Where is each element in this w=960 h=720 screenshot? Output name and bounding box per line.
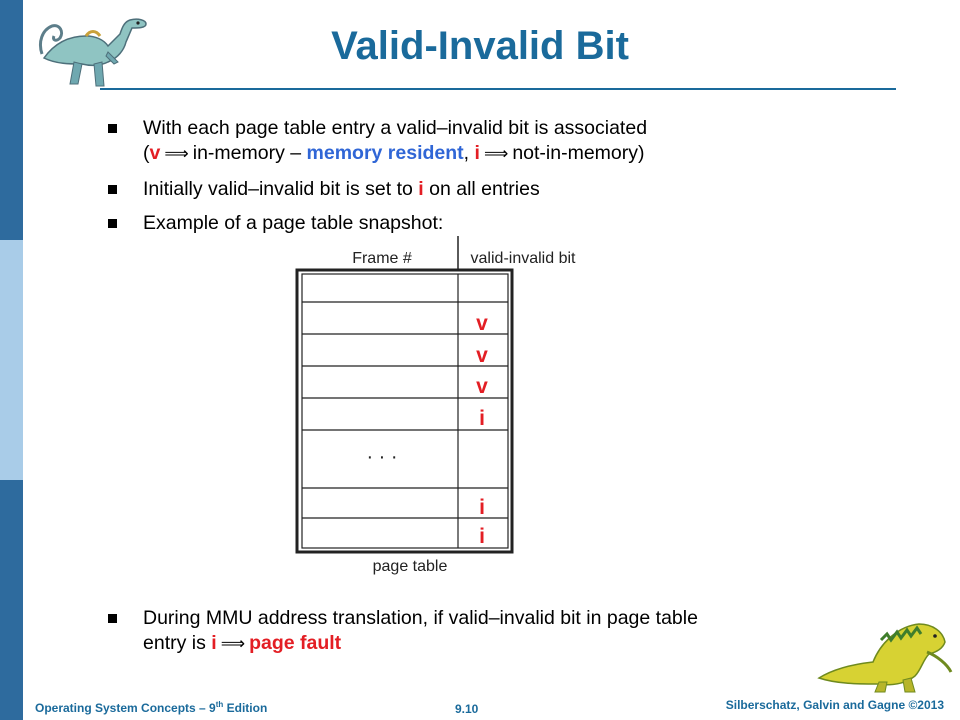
ellipsis: · · · [366, 446, 398, 468]
invalid-letter: i [474, 142, 480, 164]
bullet-4 [108, 606, 698, 657]
bullet-square [108, 219, 117, 228]
footer-authors: Silberschatz, Galvin and Gagne ©2013 [725, 698, 944, 712]
memory-resident-text: memory resident [306, 142, 464, 164]
implies-arrow: ⟹ [220, 634, 246, 654]
bullet-2-text: Initially valid–invalid bit is set to i on all entries [143, 178, 540, 200]
valid-invalid-header: valid-invalid bit [470, 250, 576, 267]
page-table-diagram [290, 236, 590, 578]
valid-bit-row-3: v [476, 375, 488, 398]
bullet-1-line-2: (v ⟹ in-memory – memory resident, i ⟹ not-in-memory) [143, 142, 645, 164]
page-fault-text: page fault [249, 632, 342, 654]
bullet-1 [108, 116, 647, 167]
valid-bit-row-6: i [479, 496, 485, 519]
implies-arrow: ⟹ [483, 144, 509, 164]
bullet-square [108, 614, 117, 623]
invalid-letter: i [211, 632, 217, 654]
footer-page-number: 9.10 [455, 702, 479, 716]
bullet-square [108, 185, 117, 194]
page-table-caption: page table [372, 558, 448, 575]
invalid-letter: i [418, 178, 424, 200]
frame-number-header: Frame # [352, 250, 412, 267]
bullet-4-line-2: entry is i ⟹ page fault [143, 632, 342, 654]
bullet-3 [108, 211, 443, 236]
bullet-4-line-1: During MMU address translation, if valid–invalid bit in page table [143, 607, 698, 629]
valid-bit-row-1: v [476, 312, 488, 335]
bullet-3-text: Example of a page table snapshot: [143, 212, 444, 234]
valid-letter: v [149, 142, 161, 164]
slide-title: Valid-Invalid Bit [331, 24, 629, 68]
valid-bit-row-7: i [479, 525, 485, 548]
dinosaur-logo-bottom [815, 612, 955, 694]
title-divider [100, 88, 896, 90]
implies-arrow: ⟹ [164, 144, 189, 164]
valid-bit-row-4: i [479, 407, 485, 430]
bullet-square [108, 124, 117, 133]
bullet-1-line-1: With each page table entry a valid–invalid bit is associated [143, 117, 648, 139]
footer-book-title: Operating System Concepts – 9th Edition [35, 700, 268, 715]
valid-bit-row-2: v [476, 344, 488, 367]
bullet-2 [108, 177, 540, 202]
sidebar-stripe [0, 0, 23, 720]
